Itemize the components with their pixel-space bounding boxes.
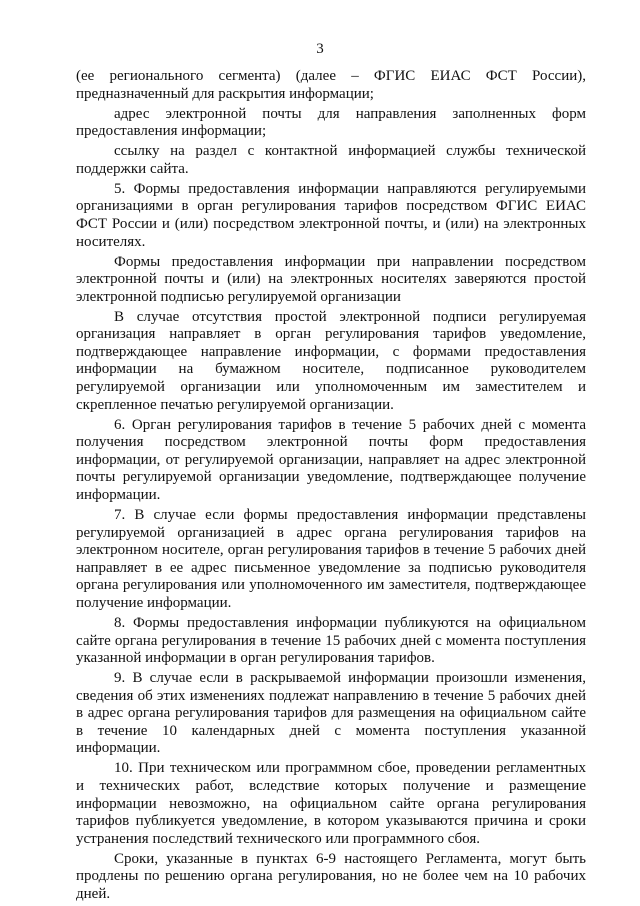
paragraph-clause-10: 10. При техническом или программном сбое, проведении регламентных и технических работ, вследствие которых получение и размещение информации невозможно, на официальном сайте органа регулирования тарифов публикуется уведомление, в котором указываются причина и сроки устранения последствий технического или программного сбоя. [76, 760, 586, 847]
paragraph-clause-5: 5. Формы предоставления информации направляются регулируемыми организациями в орган регулирования тарифов посредством ФГИС ЕИАС ФСТ России и (или) посредством электронной почты, и (или) на электронных носителях. [76, 180, 586, 250]
page-number: 3 [316, 41, 324, 57]
paragraph-deadlines: Сроки, указанные в пунктах 6-9 настоящего Регламента, могут быть продлены по решению органа регулирования, но не более чем на 10 рабочих дней. [76, 850, 586, 903]
paragraph-clause-8: 8. Формы предоставления информации публикуются на официальном сайте органа регулирования в течение 15 рабочих дней с момента поступления указанной информации в орган регулирования тарифов. [76, 614, 586, 667]
paragraph-clause-9: 9. В случае если в раскрываемой информации произошли изменения, сведения об этих изменениях подлежат направлению в течение 5 рабочих дней в адрес органа регулирования тарифов для размещения на официальном сайте в течение 10 календарных дней с момента поступления указанной информации. [76, 670, 586, 757]
paragraph-email-address: адрес электронной почты для направления заполненных форм предоставления информации; [76, 105, 586, 140]
paragraph-fgis-segment: (ее регионального сегмента) (далее – ФГИС ЕИАС ФСТ России), предназначенный для раскрытия информации; [76, 68, 586, 102]
paragraph-no-signature: В случае отсутствия простой электронной подписи регулируемая организация направляет в орган регулирования тарифов уведомление, подтверждающее направление информации, с формами предоставления информации на бумажном носителе, подписанное руководителем регулируемой организации или уполномоченным им заместителем и скрепленное печатью регулируемой организации. [76, 308, 586, 413]
paragraph-electronic-signature: Формы предоставления информации при направлении посредством электронной почты и (или) на электронных носителях заверяются простой электронной подписью регулируемой организации [76, 253, 586, 305]
paragraph-support-link: ссылку на раздел с контактной информацией службы технической поддержки сайта. [76, 143, 586, 177]
document-body [76, 68, 586, 906]
paragraph-clause-7: 7. В случае если формы предоставления информации представлены регулируемой организацией в адрес органа регулирования тарифов на электронном носителе, орган регулирования тарифов в течение 5 рабочих дней направляет в ее адрес письменное уведомление за подписью руководителя органа регулирования или уполномоченного им заместителя, подтверждающее получение информации. [76, 506, 586, 611]
paragraph-clause-6: 6. Орган регулирования тарифов в течение 5 рабочих дней с момента получения посредством электронной почты форм предоставления информации, от регулируемой организации, направляет на адрес электронной почты регулируемой организации уведомление, подтверждающее получение информации. [76, 416, 586, 503]
